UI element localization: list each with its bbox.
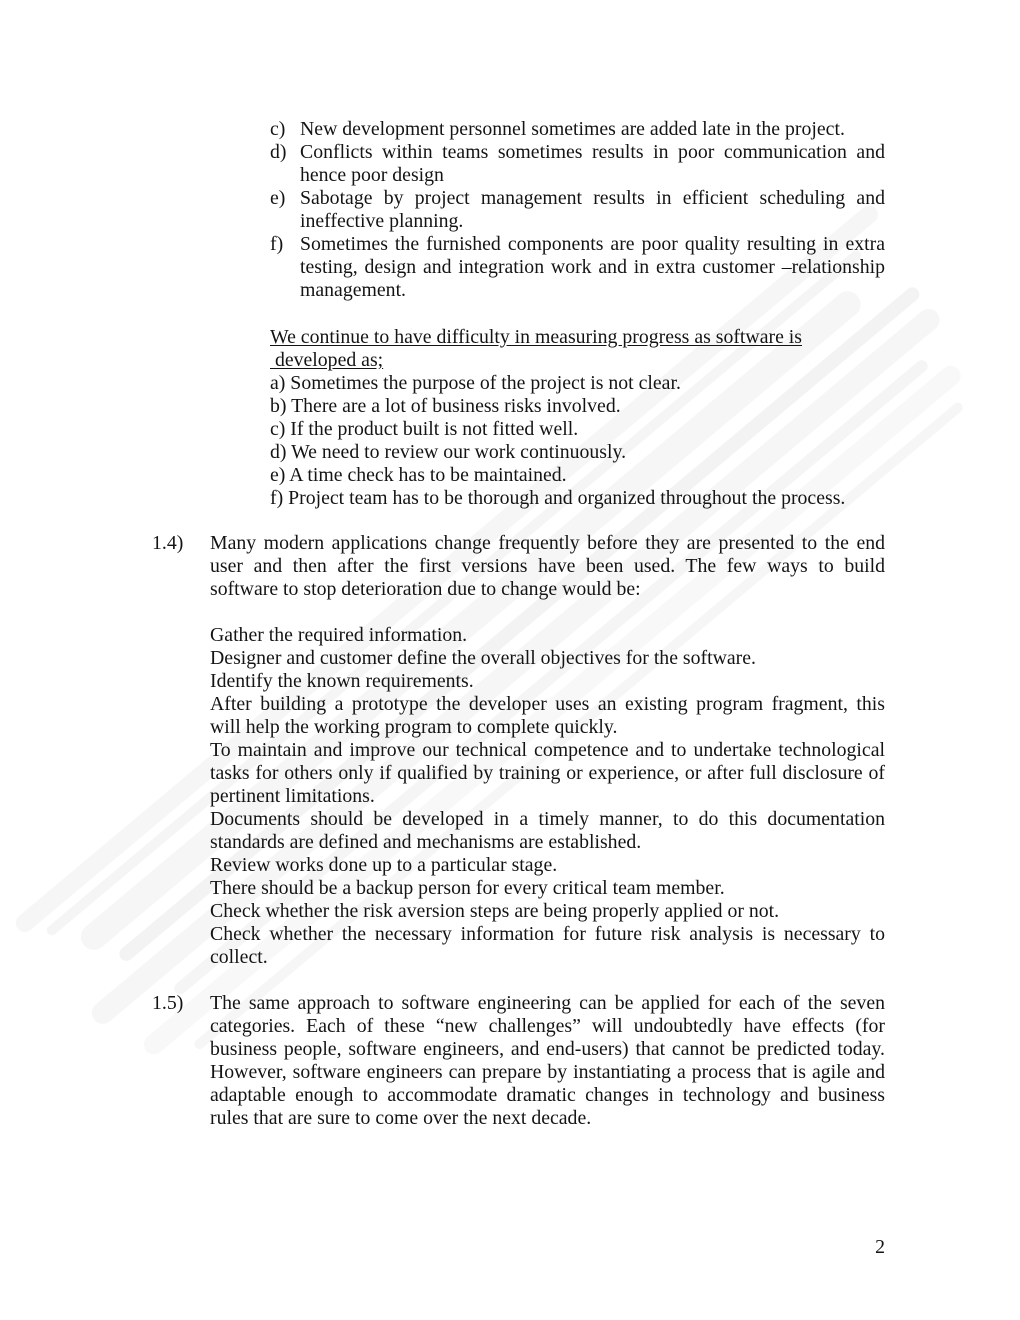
text-line: categories. Each of these “new challenges” will undoubtedly have effects (for	[210, 1015, 885, 1037]
text-line: To maintain and improve our technical competence and to undertake technological	[210, 739, 885, 761]
text-line: Identify the known requirements.	[210, 670, 474, 692]
text-line: There should be a backup person for every critical team member.	[210, 877, 725, 899]
text-line: business people, software engineers, and end-users) that cannot be predicted today.	[210, 1038, 885, 1060]
page-number: 2	[875, 1236, 885, 1258]
text-line: After building a prototype the developer uses an existing program fragment, this	[210, 693, 885, 715]
text-line: standards are defined and mechanisms are established.	[210, 831, 642, 853]
continued-problem-list	[270, 118, 885, 302]
text-line: The same approach to software engineering can be applied for each of the seven	[210, 992, 885, 1014]
text-line: However, software engineers can prepare by instantiating a process that is agile and	[210, 1061, 885, 1083]
text-line: New development personnel sometimes are added late in the project.	[300, 118, 845, 140]
text-line: Documents should be developed in a timely manner, to do this documentation	[210, 808, 885, 830]
list-item-text	[300, 187, 885, 233]
section-point	[210, 923, 885, 969]
text-line: Sometimes the furnished components are poor quality resulting in extra	[300, 233, 885, 255]
section-point	[210, 624, 885, 647]
text-line: Conflicts within teams sometimes results in poor communication and	[300, 141, 885, 163]
paragraph-gap	[210, 601, 885, 624]
list-item: e) A time check has to be maintained.	[270, 464, 567, 486]
text-line: tasks for others only if qualified by training or experience, or after full disclosure of	[210, 762, 885, 784]
section-body	[210, 532, 885, 969]
progress-measurement-block	[270, 326, 885, 510]
section-1-4	[152, 532, 885, 969]
text-line: will help the working program to complete quickly.	[210, 716, 618, 738]
progress-reasons-list	[270, 372, 885, 510]
section-point	[210, 739, 885, 808]
text-line: ineffective planning.	[300, 210, 464, 232]
text-line: Review works done up to a particular stage.	[210, 854, 558, 876]
list-marker: f)	[270, 233, 284, 255]
section-paragraph	[210, 992, 885, 1130]
list-item	[270, 141, 885, 187]
section-point	[210, 670, 885, 693]
text-line: Many modern applications change frequently before they are presented to the end	[210, 532, 885, 554]
progress-heading	[270, 326, 885, 372]
list-item: a) Sometimes the purpose of the project is not clear.	[270, 372, 681, 394]
section-point	[210, 808, 885, 854]
text-line: software to stop deterioration due to change would be:	[210, 578, 641, 600]
section-number: 1.4)	[152, 532, 184, 554]
list-item: c) If the product built is not fitted well.	[270, 418, 579, 440]
text-line: pertinent limitations.	[210, 785, 375, 807]
list-item-text	[300, 118, 885, 141]
list-item	[270, 233, 885, 302]
text-line: adaptable enough to accommodate dramatic changes in technology and business	[210, 1084, 885, 1106]
text-line: collect.	[210, 946, 268, 968]
list-item: d) We need to review our work continuously.	[270, 441, 627, 463]
section-paragraph	[210, 532, 885, 601]
text-line: user and then after the first versions have been used. The few ways to build	[210, 555, 885, 577]
text-line: Sabotage by project management results in efficient scheduling and	[300, 187, 885, 209]
section-point	[210, 877, 885, 900]
section-point	[210, 647, 885, 670]
list-marker: e)	[270, 187, 286, 209]
text-line: developed as;	[270, 349, 384, 371]
section-point	[210, 900, 885, 923]
text-line: We continue to have difficulty in measuring progress as software is	[270, 326, 802, 348]
list-item	[270, 187, 885, 233]
section-number: 1.5)	[152, 992, 184, 1014]
text-line: Designer and customer define the overall objectives for the software.	[210, 647, 756, 669]
text-line: rules that are sure to come over the next decade.	[210, 1107, 592, 1129]
section-body	[210, 992, 885, 1130]
text-line: Gather the required information.	[210, 624, 468, 646]
list-item	[270, 118, 885, 141]
list-item: f) Project team has to be thorough and organized throughout the process.	[270, 487, 846, 509]
section-point	[210, 693, 885, 739]
list-item: b) There are a lot of business risks involved.	[270, 395, 621, 417]
text-line: Check whether the necessary information for future risk analysis is necessary to	[210, 923, 885, 945]
list-marker: c)	[270, 118, 286, 140]
text-line: hence poor design	[300, 164, 444, 186]
section-point	[210, 854, 885, 877]
list-item-text	[300, 141, 885, 187]
text-line: Check whether the risk aversion steps are being properly applied or not.	[210, 900, 780, 922]
list-marker: d)	[270, 141, 287, 163]
section-1-5	[152, 992, 885, 1130]
list-item-text	[300, 233, 885, 302]
text-line: management.	[300, 279, 407, 301]
text-line: testing, design and integration work and in extra customer –relationship	[300, 256, 885, 278]
